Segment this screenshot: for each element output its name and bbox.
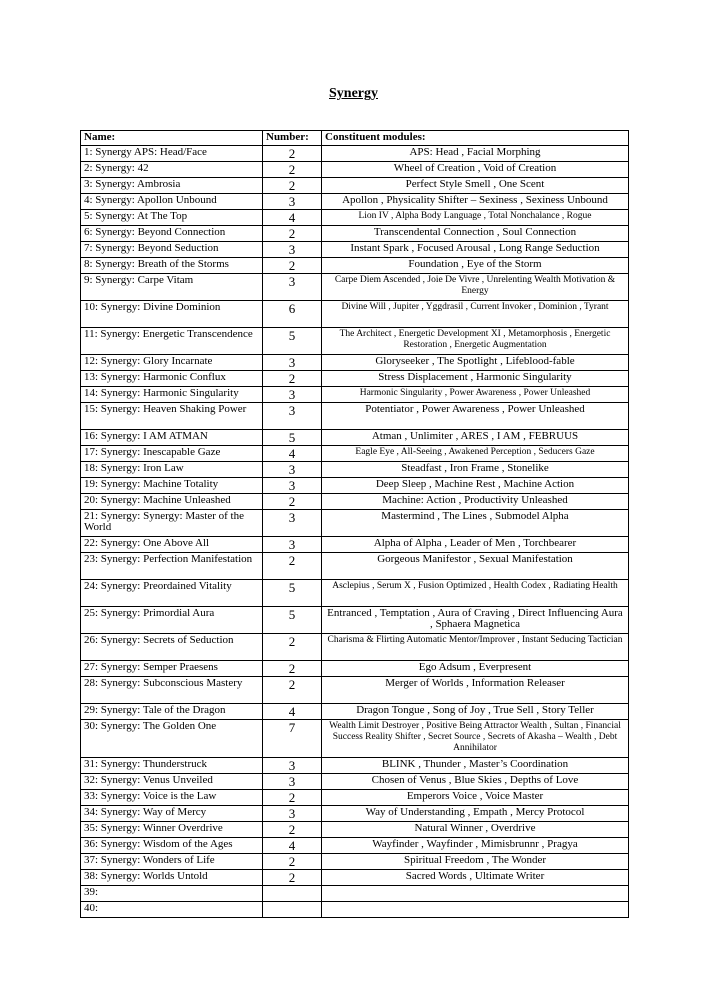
table-row	[81, 274, 629, 301]
synergy-name: 20: Synergy: Machine Unleashed	[81, 494, 263, 510]
table-row	[81, 510, 629, 537]
synergy-name: 26: Synergy: Secrets of Seduction	[81, 634, 263, 661]
synergy-name: 6: Synergy: Beyond Connection	[81, 226, 263, 242]
synergy-name: 34: Synergy: Way of Mercy	[81, 806, 263, 822]
module-count: 3	[263, 194, 322, 210]
module-count: 2	[263, 494, 322, 510]
synergy-name: 11: Synergy: Energetic Transcendence	[81, 328, 263, 355]
table-row	[81, 371, 629, 387]
table-row	[81, 774, 629, 790]
synergy-name: 32: Synergy: Venus Unveiled	[81, 774, 263, 790]
table-row	[81, 478, 629, 494]
table-row	[81, 301, 629, 328]
module-count: 5	[263, 607, 322, 634]
constituent-modules: Wealth Limit Destroyer , Positive Being Attractor Wealth , Sultan , Financial Success Reality Shifter , Secret Source , Secrets of Akasha – Wealth , Debt Annihilator	[322, 720, 629, 758]
module-count: 2	[263, 661, 322, 677]
constituent-modules	[322, 902, 629, 918]
table-row	[81, 553, 629, 580]
constituent-modules: Divine Will , Jupiter , Yggdrasil , Current Invoker , Dominion , Tyrant	[322, 301, 629, 328]
constituent-modules: Gorgeous Manifestor , Sexual Manifestation	[322, 553, 629, 580]
constituent-modules: Gloryseeker , The Spotlight , Lifeblood-fable	[322, 355, 629, 371]
table-row	[81, 242, 629, 258]
synergy-table	[80, 130, 629, 918]
module-count	[263, 886, 322, 902]
constituent-modules: Dragon Tongue , Song of Joy , True Sell , Story Teller	[322, 704, 629, 720]
synergy-name: 2: Synergy: 42	[81, 162, 263, 178]
synergy-name: 33: Synergy: Voice is the Law	[81, 790, 263, 806]
header-row	[81, 131, 629, 146]
synergy-name: 23: Synergy: Perfection Manifestation	[81, 553, 263, 580]
module-count: 3	[263, 387, 322, 403]
module-count: 2	[263, 146, 322, 162]
table-row	[81, 355, 629, 371]
synergy-name: 30: Synergy: The Golden One	[81, 720, 263, 758]
synergy-name: 36: Synergy: Wisdom of the Ages	[81, 838, 263, 854]
constituent-modules: Apollon , Physicality Shifter – Sexiness , Sexiness Unbound	[322, 194, 629, 210]
table-row	[81, 661, 629, 677]
table-row	[81, 806, 629, 822]
module-count: 5	[263, 328, 322, 355]
header-name: Name:	[81, 131, 263, 146]
table-row	[81, 886, 629, 902]
synergy-name: 24: Synergy: Preordained Vitality	[81, 580, 263, 607]
module-count: 2	[263, 790, 322, 806]
synergy-name: 35: Synergy: Winner Overdrive	[81, 822, 263, 838]
module-count: 2	[263, 371, 322, 387]
module-count: 4	[263, 446, 322, 462]
table-row	[81, 162, 629, 178]
table-row	[81, 677, 629, 704]
synergy-name: 14: Synergy: Harmonic Singularity	[81, 387, 263, 403]
module-count: 4	[263, 838, 322, 854]
module-count: 2	[263, 553, 322, 580]
constituent-modules: Wayfinder , Wayfinder , Mimisbrunnr , Pragya	[322, 838, 629, 854]
synergy-name: 25: Synergy: Primordial Aura	[81, 607, 263, 634]
module-count: 2	[263, 162, 322, 178]
synergy-name: 10: Synergy: Divine Dominion	[81, 301, 263, 328]
table-row	[81, 870, 629, 886]
module-count: 3	[263, 758, 322, 774]
table-row	[81, 387, 629, 403]
constituent-modules: The Architect , Energetic Development XI , Metamorphosis , Energetic Restoration , Energetic Augmentation	[322, 328, 629, 355]
module-count: 4	[263, 210, 322, 226]
synergy-name: 31: Synergy: Thunderstruck	[81, 758, 263, 774]
module-count: 3	[263, 806, 322, 822]
synergy-name: 13: Synergy: Harmonic Conflux	[81, 371, 263, 387]
module-count: 6	[263, 301, 322, 328]
table-row	[81, 462, 629, 478]
page-title: Synergy	[329, 86, 378, 101]
table-row	[81, 580, 629, 607]
header-number: Number:	[263, 131, 322, 146]
synergy-name: 9: Synergy: Carpe Vitam	[81, 274, 263, 301]
table-row	[81, 704, 629, 720]
table-row	[81, 178, 629, 194]
synergy-name: 39:	[81, 886, 263, 902]
module-count: 3	[263, 274, 322, 301]
constituent-modules: Ego Adsum , Everpresent	[322, 661, 629, 677]
constituent-modules: Chosen of Venus , Blue Skies , Depths of Love	[322, 774, 629, 790]
module-count: 2	[263, 634, 322, 661]
synergy-name: 17: Synergy: Inescapable Gaze	[81, 446, 263, 462]
constituent-modules: Lion IV , Alpha Body Language , Total Nonchalance , Rogue	[322, 210, 629, 226]
module-count: 2	[263, 178, 322, 194]
synergy-name: 28: Synergy: Subconscious Mastery	[81, 677, 263, 704]
module-count: 4	[263, 704, 322, 720]
constituent-modules: BLINK , Thunder , Master’s Coordination	[322, 758, 629, 774]
constituent-modules: Machine: Action , Productivity Unleashed	[322, 494, 629, 510]
constituent-modules: Entranced , Temptation , Aura of Craving , Direct Influencing Aura , Sphaera Magnetica	[322, 607, 629, 634]
constituent-modules: Harmonic Singularity , Power Awareness , Power Unleashed	[322, 387, 629, 403]
constituent-modules	[322, 886, 629, 902]
table-row	[81, 226, 629, 242]
constituent-modules: APS: Head , Facial Morphing	[322, 146, 629, 162]
table-row	[81, 838, 629, 854]
module-count: 5	[263, 430, 322, 446]
synergy-name: 27: Synergy: Semper Praesens	[81, 661, 263, 677]
constituent-modules: Way of Understanding , Empath , Mercy Protocol	[322, 806, 629, 822]
table-row	[81, 822, 629, 838]
module-count: 3	[263, 242, 322, 258]
module-count: 3	[263, 537, 322, 553]
synergy-name: 37: Synergy: Wonders of Life	[81, 854, 263, 870]
table-row	[81, 194, 629, 210]
table-row	[81, 328, 629, 355]
module-count: 2	[263, 854, 322, 870]
synergy-name: 22: Synergy: One Above All	[81, 537, 263, 553]
constituent-modules: Asclepius , Serum X , Fusion Optimized , Health Codex , Radiating Health	[322, 580, 629, 607]
table-row	[81, 146, 629, 162]
synergy-name: 5: Synergy: At The Top	[81, 210, 263, 226]
table-row	[81, 634, 629, 661]
constituent-modules: Instant Spark , Focused Arousal , Long Range Seduction	[322, 242, 629, 258]
module-count	[263, 902, 322, 918]
table-row	[81, 854, 629, 870]
constituent-modules: Wheel of Creation , Void of Creation	[322, 162, 629, 178]
synergy-name: 38: Synergy: Worlds Untold	[81, 870, 263, 886]
table-row	[81, 446, 629, 462]
table-row	[81, 258, 629, 274]
module-count: 2	[263, 226, 322, 242]
constituent-modules: Sacred Words , Ultimate Writer	[322, 870, 629, 886]
module-count: 7	[263, 720, 322, 758]
module-count: 3	[263, 478, 322, 494]
module-count: 3	[263, 355, 322, 371]
constituent-modules: Natural Winner , Overdrive	[322, 822, 629, 838]
constituent-modules: Atman , Unlimiter , ARES , I AM , FEBRUUS	[322, 430, 629, 446]
module-count: 3	[263, 462, 322, 478]
synergy-name: 7: Synergy: Beyond Seduction	[81, 242, 263, 258]
table-row	[81, 720, 629, 758]
table-row	[81, 210, 629, 226]
table-row	[81, 790, 629, 806]
synergy-name: 8: Synergy: Breath of the Storms	[81, 258, 263, 274]
table-body	[81, 146, 629, 918]
constituent-modules: Eagle Eye , All-Seeing , Awakened Perception , Seducers Gaze	[322, 446, 629, 462]
module-count: 3	[263, 510, 322, 537]
module-count: 5	[263, 580, 322, 607]
constituent-modules: Merger of Worlds , Information Releaser	[322, 677, 629, 704]
header-modules: Constituent modules:	[322, 131, 629, 146]
synergy-name: 12: Synergy: Glory Incarnate	[81, 355, 263, 371]
synergy-name: 16: Synergy: I AM ATMAN	[81, 430, 263, 446]
constituent-modules: Alpha of Alpha , Leader of Men , Torchbearer	[322, 537, 629, 553]
constituent-modules: Perfect Style Smell , One Scent	[322, 178, 629, 194]
module-count: 2	[263, 258, 322, 274]
module-count: 2	[263, 822, 322, 838]
constituent-modules: Emperors Voice , Voice Master	[322, 790, 629, 806]
synergy-name: 21: Synergy: Synergy: Master of the World	[81, 510, 263, 537]
table-row	[81, 430, 629, 446]
synergy-name: 18: Synergy: Iron Law	[81, 462, 263, 478]
synergy-name: 19: Synergy: Machine Totality	[81, 478, 263, 494]
synergy-name: 3: Synergy: Ambrosia	[81, 178, 263, 194]
table-row	[81, 537, 629, 553]
synergy-name: 29: Synergy: Tale of the Dragon	[81, 704, 263, 720]
constituent-modules: Mastermind , The Lines , Submodel Alpha	[322, 510, 629, 537]
constituent-modules: Foundation , Eye of the Storm	[322, 258, 629, 274]
constituent-modules: Spiritual Freedom , The Wonder	[322, 854, 629, 870]
constituent-modules: Carpe Diem Ascended , Joie De Vivre , Unrelenting Wealth Motivation & Energy	[322, 274, 629, 301]
table-row	[81, 403, 629, 430]
module-count: 3	[263, 403, 322, 430]
module-count: 3	[263, 774, 322, 790]
constituent-modules: Steadfast , Iron Frame , Stonelike	[322, 462, 629, 478]
constituent-modules: Deep Sleep , Machine Rest , Machine Action	[322, 478, 629, 494]
table-row	[81, 607, 629, 634]
table-row	[81, 758, 629, 774]
synergy-name: 4: Synergy: Apollon Unbound	[81, 194, 263, 210]
table-row	[81, 494, 629, 510]
module-count: 2	[263, 870, 322, 886]
synergy-name: 1: Synergy APS: Head/Face	[81, 146, 263, 162]
table-row	[81, 902, 629, 918]
synergy-name: 15: Synergy: Heaven Shaking Power	[81, 403, 263, 430]
constituent-modules: Potentiator , Power Awareness , Power Unleashed	[322, 403, 629, 430]
constituent-modules: Transcendental Connection , Soul Connection	[322, 226, 629, 242]
synergy-name: 40:	[81, 902, 263, 918]
constituent-modules: Charisma & Flirting Automatic Mentor/Improver , Instant Seducing Tactician	[322, 634, 629, 661]
module-count: 2	[263, 677, 322, 704]
constituent-modules: Stress Displacement , Harmonic Singularity	[322, 371, 629, 387]
